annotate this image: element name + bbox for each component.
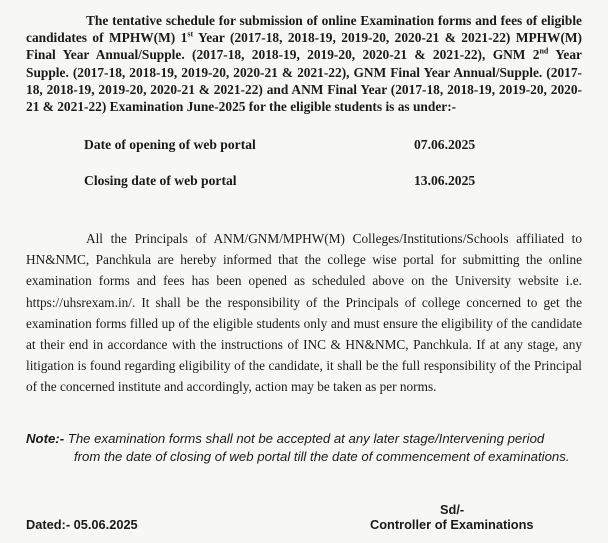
dated-label: Dated:- 05.06.2025 xyxy=(26,517,138,532)
schedule-label: Closing date of web portal xyxy=(84,173,237,188)
intro-text-3: Year Supple. (2017-18, 2018-19, 2019-20, 2020-21 & 2021-22), GNM Final Year Annual/Supple. (2017-18, 2018-19, 2019-20, 2020-21 & 2021-22) and ANM Final Year (2017-18, 2018-19, 2019-20, 2020-21 & 2021-22) Examination June-2025 for the eligible students is as under:- xyxy=(26,47,583,115)
note-label: Note:- xyxy=(26,431,65,446)
body-paragraph: All the Principals of ANM/GNM/MPHW(M) Colleges/Institutions/Schools affiliated to HN&NMC, Panchkula are hereby informed that the college wise portal for submitting the online examination forms and fees has been opened as scheduled above on the University website i.e. https://uhsrexam.in/. It shall be the responsibility of the Principals of college concerned to get the examination forms filled up of the eligible students only and must ensure the eligibility of the candidate at their end in accordance with the instructions of INC & HN&NMC, Panchkula. If at any stage, any litigation is found regarding eligibility of the candidate, it shall be the full responsibility of the Principal of the concerned institute and accordingly, action may be taken as per norms. xyxy=(26,231,582,395)
note-block xyxy=(26,430,586,466)
signature-sd: Sd/- xyxy=(440,502,465,517)
intro-paragraph xyxy=(26,12,582,115)
intro-text-2: Year (2017-18, 2018-19, 2019-20, 2020-21 & 2021-22) MPHW(M) Final Year Annual/Supple. (2017-18, 2018-19, 2019-20, 2020-21 & 2021-22), GNM 2 xyxy=(26,30,582,63)
signature-title: Controller of Examinations xyxy=(370,517,534,532)
intro-text-1: The tentative schedule for submission of online Examination forms and fees of eligible candidates of MPHW(M) 1 xyxy=(26,13,582,46)
intro-sup-2: nd xyxy=(539,46,549,56)
schedule-date: 07.06.2025 xyxy=(414,137,476,152)
note-line-2: from the date of closing of web portal till the date of commencement of examinations. xyxy=(74,449,570,464)
intro-sup-1: st xyxy=(187,29,194,39)
note-line-1: The examination forms shall not be accepted at any later stage/Intervening period xyxy=(64,431,545,446)
schedule-date: 13.06.2025 xyxy=(414,173,476,188)
schedule-label: Date of opening of web portal xyxy=(84,137,256,152)
